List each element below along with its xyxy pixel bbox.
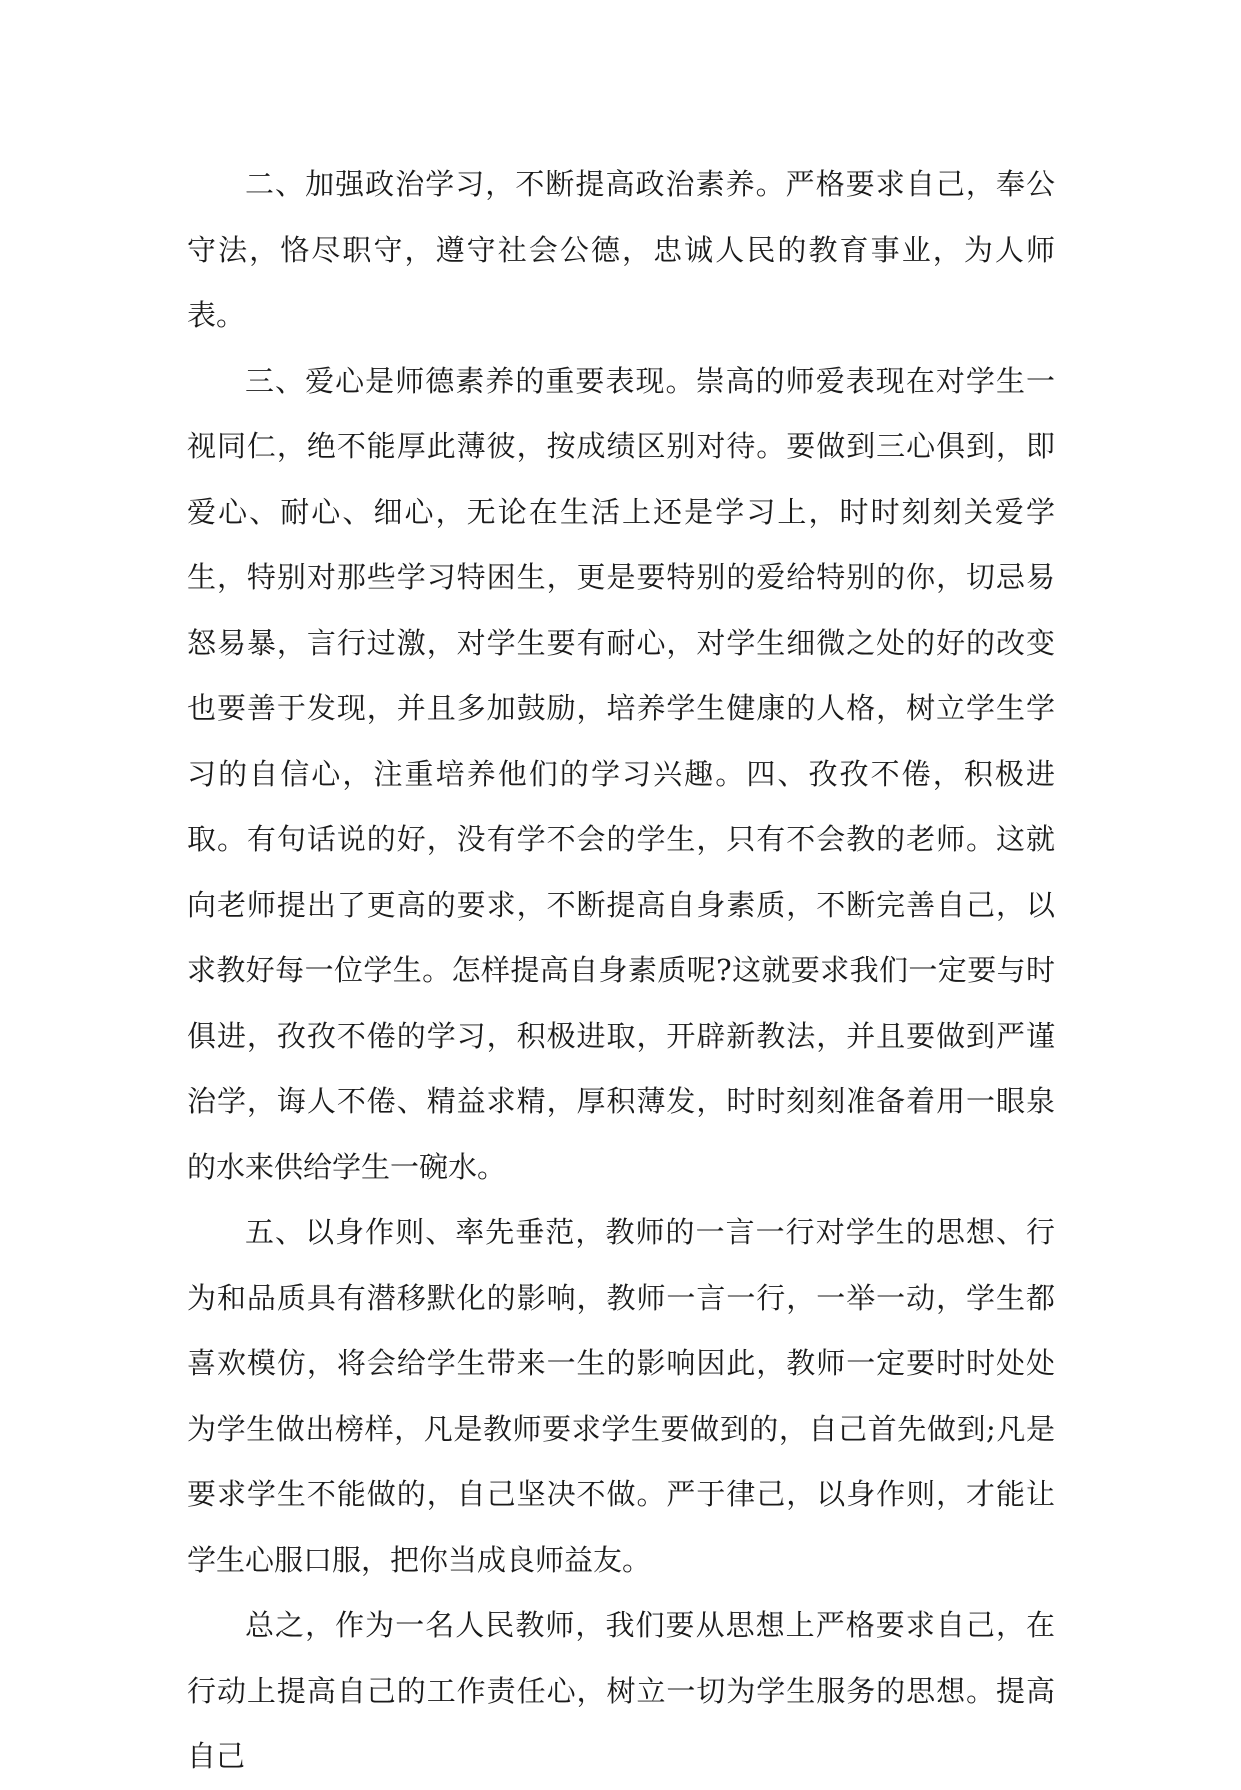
paragraph-lead-by-example: 五、以身作则、率先垂范，教师的一言一行对学生的思想、行为和品质具有潜移默化的影响，教师一言一行，一举一动，学生都喜欢模仿，将会给学生带来一生的影响因此，教师一定要时时处处为学生做出榜样，凡是教师要求学生要做到的，自己首先做到;凡是要求学生不能做的，自己坚决不做。严于律己，以身作则，才能让学生心服口服，把你当成良师益友。 <box>187 1215 1055 1577</box>
paragraph-conclusion: 总之，作为一名人民教师，我们要从思想上严格要求自己，在行动上提高自己的工作责任心，树立一切为学生服务的思想。提高自己 <box>187 1608 1055 1773</box>
paragraph-love-and-diligence: 三、爱心是师德素养的重要表现。崇高的师爱表现在对学生一视同仁，绝不能厚此薄彼，按成绩区别对待。要做到三心俱到，即爱心、耐心、细心，无论在生活上还是学习上，时时刻刻关爱学生，特别对那些学习特困生，更是要特别的爱给特别的你，切忌易怒易暴，言行过激，对学生要有耐心，对学生细微之处的好的改变也要善于发现，并且多加鼓励，培养学生健康的人格，树立学生学习的自信心，注重培养他们的学习兴趣。四、孜孜不倦，积极进取。有句话说的好，没有学不会的学生，只有不会教的老师。这就向老师提出了更高的要求，不断提高自身素质，不断完善自己，以求教好每一位学生。怎样提高自身素质呢?这就要求我们一定要与时俱进，孜孜不倦的学习，积极进取，开辟新教法，并且要做到严谨治学，诲人不倦、精益求精，厚积薄发，时时刻刻准备着用一眼泉的水来供给学生一碗水。 <box>187 363 1055 1184</box>
document-body <box>187 152 1055 1790</box>
paragraph-political-study: 二、加强政治学习，不断提高政治素养。严格要求自己，奉公守法，恪尽职守，遵守社会公德，忠诚人民的教育事业，为人师表。 <box>187 167 1055 332</box>
